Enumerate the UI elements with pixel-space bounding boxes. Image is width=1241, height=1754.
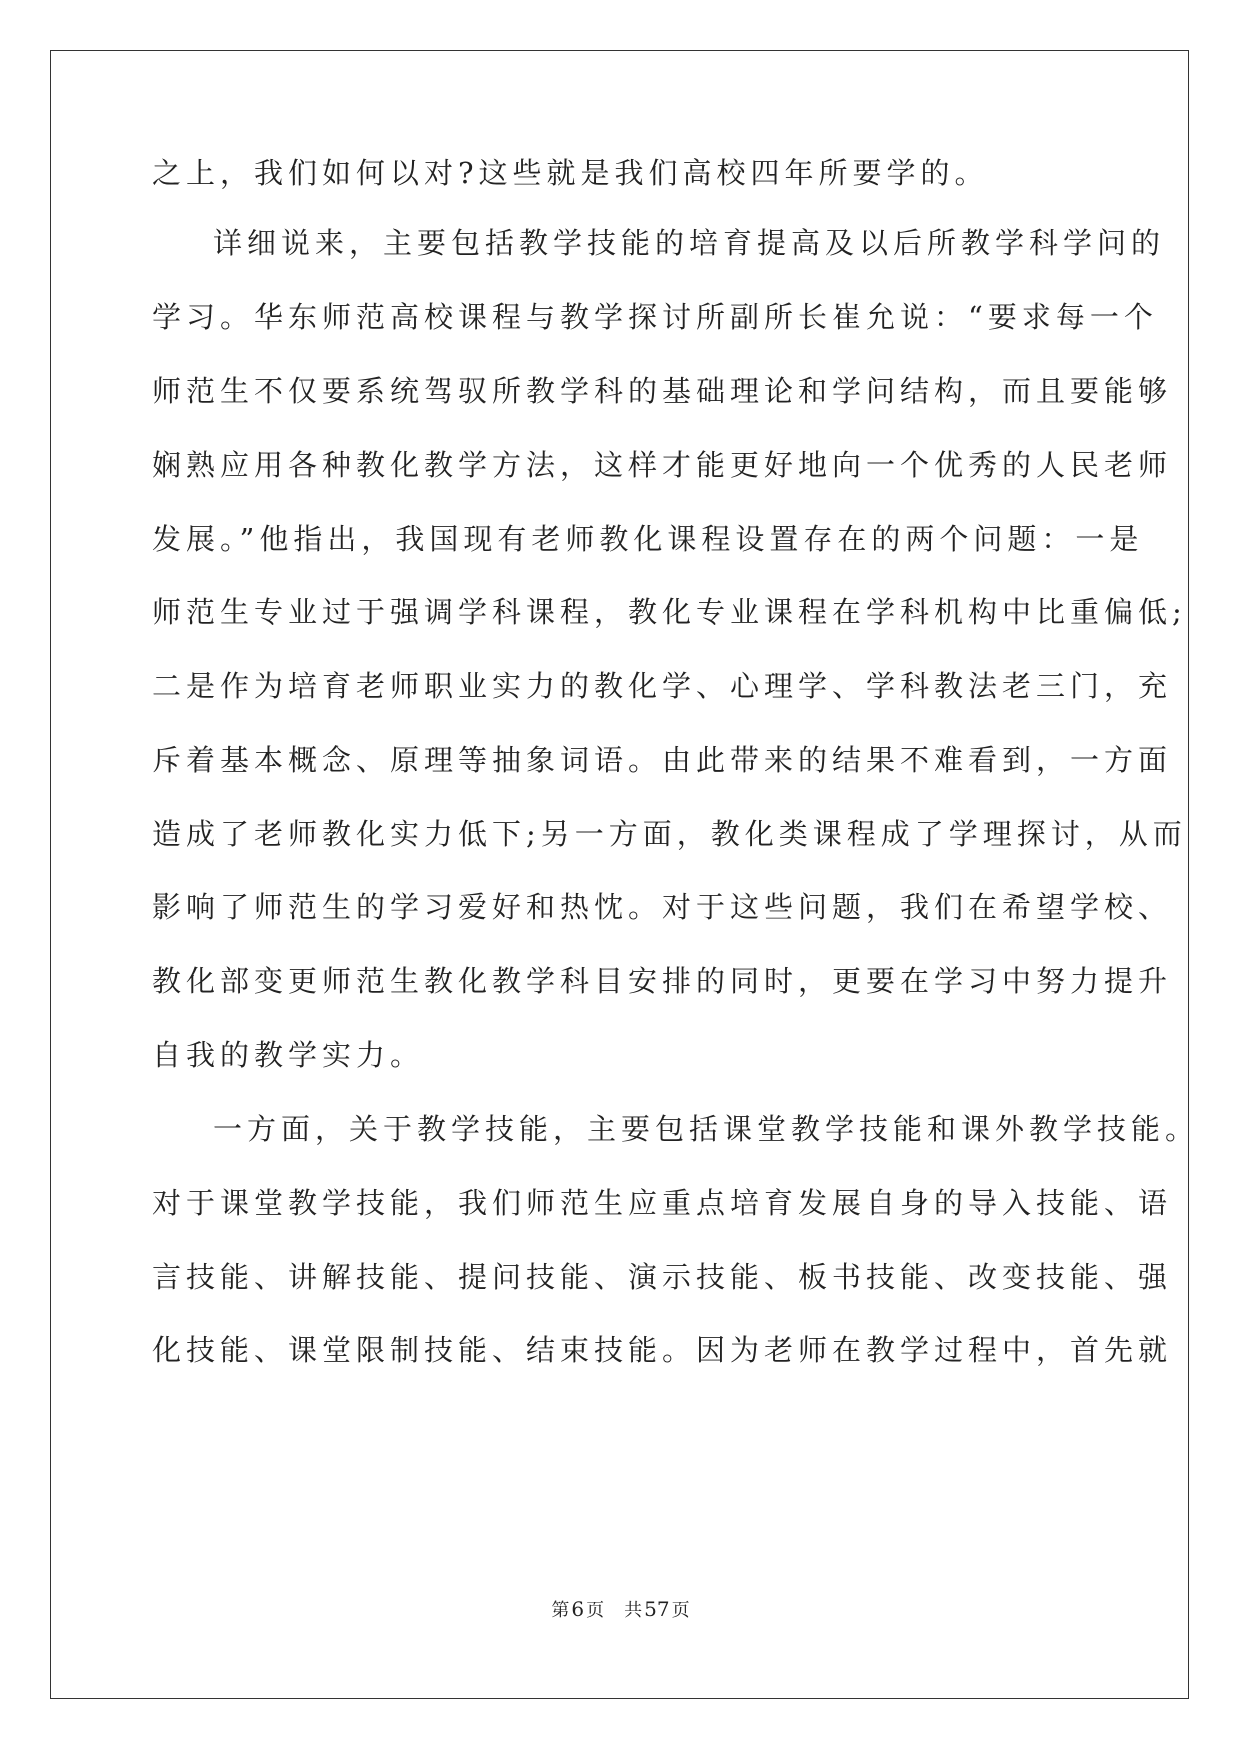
text-line: 化技能、课堂限制技能、结束技能。因为老师在教学过程中，首先就: [152, 1333, 1173, 1367]
text-line: 师范生专业过于强调学科课程，教化专业课程在学科机构中比重偏低;: [152, 595, 1187, 629]
text-line: 对于课堂教学技能，我们师范生应重点培育发展自身的导入技能、语: [152, 1186, 1173, 1220]
text-line: 自我的教学实力。: [152, 1038, 425, 1072]
text-line: 言技能、讲解技能、提问技能、演示技能、板书技能、改变技能、强: [152, 1260, 1173, 1294]
text-line: 娴熟应用各种教化教学方法，这样才能更好地向一个优秀的人民老师: [152, 448, 1173, 482]
text-line: 斥着基本概念、原理等抽象词语。由此带来的结果不难看到，一方面: [152, 743, 1173, 777]
text-line: 影响了师范生的学习爱好和热忱。对于这些问题，我们在希望学校、: [152, 890, 1173, 924]
text-line: 二是作为培育老师职业实力的教化学、心理学、学科教法老三门，充: [152, 669, 1173, 703]
text-line: 发展。”他指出，我国现有老师教化课程设置存在的两个问题：一是: [152, 522, 1144, 556]
text-line: 教化部变更师范生教化教学科目安排的同时，更要在学习中努力提升: [152, 964, 1173, 998]
text-line: 造成了老师教化实力低下;另一方面，教化类课程成了学理探讨，从而: [152, 817, 1187, 851]
page-suffix: 页: [586, 1600, 605, 1621]
total-prefix: 共: [624, 1600, 643, 1621]
text-line: 师范生不仅要系统驾驭所教学科的基础理论和学问结构，而且要能够: [152, 374, 1173, 408]
paragraph-start-line: 一方面，关于教学技能，主要包括课堂教学技能和课外教学技能。: [213, 1112, 1200, 1146]
total-suffix: 页: [671, 1600, 690, 1621]
total-pages: 57: [644, 1597, 670, 1621]
paragraph-start-line: 详细说来，主要包括教学技能的培育提高及以后所教学科学问的: [213, 226, 1166, 260]
text-line: 学习。华东师范高校课程与教学探讨所副所长崔允说：“要求每一个: [152, 300, 1158, 334]
page-number: 6: [571, 1597, 585, 1621]
page-footer: [0, 1597, 1241, 1623]
page-prefix: 第: [551, 1600, 570, 1621]
text-line: 之上，我们如何以对?这些就是我们高校四年所要学的。: [152, 156, 989, 190]
